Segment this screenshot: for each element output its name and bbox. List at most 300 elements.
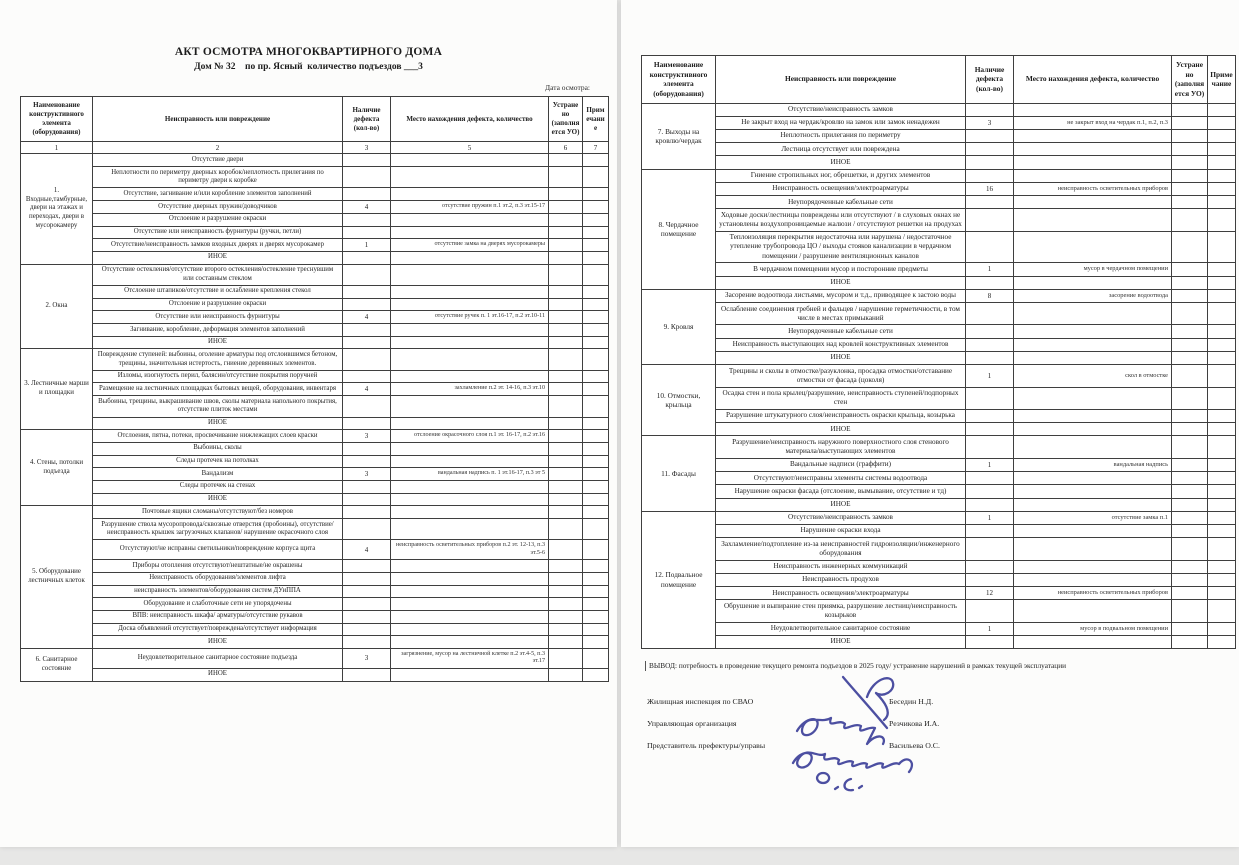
defect-count-cell bbox=[966, 560, 1014, 573]
note-cell bbox=[1208, 351, 1236, 364]
defect-cell: Неисправность продухов bbox=[716, 573, 966, 586]
fixed-cell bbox=[1172, 263, 1208, 276]
defect-location-cell: отсутствие замка п.1 bbox=[1014, 511, 1172, 524]
defect-cell: Отсутствие/неисправность замков bbox=[716, 103, 966, 116]
header-element: Наименование конструктивного элемента (оборудования) bbox=[642, 56, 716, 104]
note-cell bbox=[1208, 303, 1236, 325]
fixed-cell bbox=[1172, 524, 1208, 537]
fixed-cell bbox=[1172, 635, 1208, 648]
defect-cell: Отсутствие или неисправность фурнитуры (ручки, петли) bbox=[93, 226, 343, 239]
table-row bbox=[21, 417, 609, 430]
table-row bbox=[642, 587, 1236, 600]
fixed-cell bbox=[549, 585, 583, 598]
table-row bbox=[642, 472, 1236, 485]
table-row bbox=[642, 351, 1236, 364]
defect-location-cell bbox=[1014, 498, 1172, 511]
defect-count-cell bbox=[343, 349, 391, 370]
fixed-cell bbox=[1172, 276, 1208, 289]
defect-location-cell bbox=[1014, 169, 1172, 182]
table-row bbox=[642, 231, 1236, 263]
table-row bbox=[21, 455, 609, 468]
defect-location-cell bbox=[391, 264, 549, 285]
table-row bbox=[642, 116, 1236, 129]
note-cell bbox=[583, 396, 609, 417]
table-row bbox=[21, 324, 609, 337]
table-row bbox=[21, 188, 609, 201]
defect-location-cell bbox=[1014, 209, 1172, 231]
defect-cell: ИНОЕ bbox=[716, 423, 966, 436]
fixed-cell bbox=[549, 598, 583, 611]
defect-cell: ИНОЕ bbox=[93, 417, 343, 430]
section-name: 11. Фасады bbox=[642, 436, 716, 511]
defect-count-cell bbox=[343, 480, 391, 493]
header-location: Место нахождения дефекта, количество bbox=[1014, 56, 1172, 104]
col-number: 1 bbox=[21, 142, 93, 154]
defect-count-cell: 3 bbox=[343, 468, 391, 481]
table-row bbox=[642, 196, 1236, 209]
defect-location-cell: скол в отмостке bbox=[1014, 365, 1172, 387]
document-page-2 bbox=[621, 0, 1239, 847]
note-cell bbox=[583, 201, 609, 214]
defect-cell: ВПВ: неисправность шкафа/ арматуры/отсутствие рукавов bbox=[93, 610, 343, 623]
fixed-cell bbox=[1172, 338, 1208, 351]
table-row bbox=[21, 572, 609, 585]
fixed-cell bbox=[1172, 103, 1208, 116]
defect-cell: Ослабление соединения гребней и фальцев / нарушение герметичности, в том числе в местах примыканий bbox=[716, 303, 966, 325]
fixed-cell bbox=[549, 396, 583, 417]
fixed-cell bbox=[1172, 498, 1208, 511]
note-cell bbox=[1208, 129, 1236, 142]
table-row bbox=[21, 598, 609, 611]
note-cell bbox=[1208, 387, 1236, 409]
header-count: Наличие дефекта (кол-во) bbox=[966, 56, 1014, 104]
note-cell bbox=[583, 668, 609, 681]
defect-cell: Вандализм bbox=[93, 468, 343, 481]
fixed-cell bbox=[1172, 587, 1208, 600]
header-location: Место нахождения дефекта, количество bbox=[391, 97, 549, 142]
note-cell bbox=[583, 349, 609, 370]
table-row bbox=[642, 511, 1236, 524]
defect-cell: ИНОЕ bbox=[716, 498, 966, 511]
signature-label: Жилищная инспекция по СВАО bbox=[647, 696, 754, 706]
defect-count-cell bbox=[966, 485, 1014, 498]
defect-cell: Неисправность освещения/электроарматуры bbox=[716, 182, 966, 195]
defect-cell: Отсутствие/неисправность замков входных дверях и дверях мусорокамер bbox=[93, 239, 343, 252]
defect-location-cell bbox=[391, 188, 549, 201]
defect-count-cell bbox=[343, 442, 391, 455]
defect-cell: Отсутствие или неисправность фурнитуры bbox=[93, 311, 343, 324]
note-cell bbox=[583, 442, 609, 455]
defect-cell: Разрушение штукатурного слоя/неисправность окраски крыльца, козырька bbox=[716, 409, 966, 422]
fixed-cell bbox=[1172, 196, 1208, 209]
note-cell bbox=[583, 610, 609, 623]
table-row bbox=[642, 325, 1236, 338]
fixed-cell bbox=[549, 493, 583, 506]
table-row bbox=[642, 303, 1236, 325]
defect-count-cell bbox=[966, 156, 1014, 169]
fixed-cell bbox=[549, 560, 583, 573]
defect-location-cell bbox=[1014, 387, 1172, 409]
note-cell bbox=[1208, 472, 1236, 485]
defect-count-cell bbox=[343, 188, 391, 201]
document-subtitle: Дом № 32 по пр. Ясный количество подъездов ___3 bbox=[194, 62, 423, 72]
table-row bbox=[21, 239, 609, 252]
defect-location-cell bbox=[1014, 472, 1172, 485]
table-row bbox=[642, 276, 1236, 289]
defect-count-cell bbox=[343, 560, 391, 573]
table-row bbox=[21, 167, 609, 188]
fixed-cell bbox=[549, 370, 583, 383]
fixed-cell bbox=[1172, 231, 1208, 263]
section-name: 8. Чердачное помещение bbox=[642, 169, 716, 289]
defect-location-cell bbox=[391, 324, 549, 337]
defect-cell: Отсутствуют/не исправны светильники/повреждение корпуса щита bbox=[93, 540, 343, 560]
defect-cell: ИНОЕ bbox=[93, 493, 343, 506]
defect-cell: Разрушение/неисправность наружного поверхностного слоя стенового материала/выступающих элементов bbox=[716, 436, 966, 458]
defect-location-cell: захламление п.2 эт. 14-16, п.3 эт.10 bbox=[391, 383, 549, 396]
defect-cell: Трещины и сколы в отмостке/разуклонка, просадка отмостки/отставание отмостки от фасада (цоколя) bbox=[716, 365, 966, 387]
defect-cell: ИНОЕ bbox=[93, 636, 343, 649]
defect-count-cell bbox=[343, 455, 391, 468]
fixed-cell bbox=[549, 226, 583, 239]
defect-cell: Отсутствие, загнивание и/или коробление элементов заполнений bbox=[93, 188, 343, 201]
table-wrap-page1 bbox=[20, 83, 608, 682]
fixed-cell bbox=[549, 506, 583, 519]
defect-location-cell bbox=[391, 560, 549, 573]
defect-location-cell bbox=[391, 213, 549, 226]
defect-location-cell bbox=[391, 455, 549, 468]
defect-location-cell bbox=[391, 349, 549, 370]
defect-cell: Повреждение ступеней: выбоины, оголение арматуры под отслоившимся бетоном, трещины, значительная истертость, гниение деревянных элементов. bbox=[93, 349, 343, 370]
fixed-cell bbox=[1172, 511, 1208, 524]
table-row bbox=[642, 289, 1236, 302]
defect-location-cell: вандальная надпись bbox=[1014, 458, 1172, 471]
fixed-cell bbox=[549, 480, 583, 493]
fixed-cell bbox=[1172, 458, 1208, 471]
note-cell bbox=[583, 336, 609, 349]
defect-count-cell bbox=[343, 226, 391, 239]
note-cell bbox=[583, 383, 609, 396]
signature-row bbox=[647, 697, 1207, 706]
defect-count-cell bbox=[966, 409, 1014, 422]
note-cell bbox=[1208, 103, 1236, 116]
defect-count-cell: 1 bbox=[343, 239, 391, 252]
table-row bbox=[642, 263, 1236, 276]
fixed-cell bbox=[549, 455, 583, 468]
table-row bbox=[642, 156, 1236, 169]
defect-location-cell bbox=[391, 285, 549, 298]
note-cell bbox=[583, 154, 609, 167]
note-cell bbox=[1208, 511, 1236, 524]
defect-location-cell: неисправность осветительных приборов п.2 эт. 12-13, п.3 эт.5-6 bbox=[391, 540, 549, 560]
defect-location-cell bbox=[391, 610, 549, 623]
defect-cell: Отслоение штапиков/отсутствие и ослабление крепления стекол bbox=[93, 285, 343, 298]
defect-cell: Неисправность оборудования/элементов лифта bbox=[93, 572, 343, 585]
defect-cell: Отслоение и разрушение окраски bbox=[93, 298, 343, 311]
defect-cell: Не закрыт вход на чердак/кровлю на замок или замок ненадежен bbox=[716, 116, 966, 129]
table-row bbox=[21, 480, 609, 493]
defect-location-cell: отсутствие ручек п. 1 эт.16-17, п.2 эт.10-11 bbox=[391, 311, 549, 324]
note-cell bbox=[1208, 116, 1236, 129]
header-note: Примечание bbox=[583, 97, 609, 142]
header-fixed: Устранено (заполняется УО) bbox=[1172, 56, 1208, 104]
table-row bbox=[21, 442, 609, 455]
table-row bbox=[642, 423, 1236, 436]
defect-cell: Неисправность инженерных коммуникаций bbox=[716, 560, 966, 573]
defect-cell: ИНОЕ bbox=[716, 156, 966, 169]
table-row bbox=[21, 298, 609, 311]
fixed-cell bbox=[1172, 600, 1208, 622]
col-number: 3 bbox=[343, 142, 391, 154]
table-row bbox=[21, 668, 609, 681]
table-row bbox=[21, 610, 609, 623]
defect-count-cell bbox=[966, 325, 1014, 338]
defect-cell: Неупорядоченные кабельные сети bbox=[716, 325, 966, 338]
defect-location-cell bbox=[391, 506, 549, 519]
document-heading bbox=[0, 46, 617, 72]
fixed-cell bbox=[1172, 423, 1208, 436]
table-row bbox=[642, 436, 1236, 458]
defect-count-cell bbox=[966, 635, 1014, 648]
defect-count-cell bbox=[966, 423, 1014, 436]
defect-location-cell bbox=[391, 572, 549, 585]
defect-location-cell bbox=[1014, 538, 1172, 560]
defect-count-cell bbox=[966, 524, 1014, 537]
defect-cell: Отсутствие/неисправность замков bbox=[716, 511, 966, 524]
fixed-cell bbox=[1172, 387, 1208, 409]
fixed-cell bbox=[1172, 116, 1208, 129]
note-cell bbox=[583, 298, 609, 311]
signature-name: Резчикова И.А. bbox=[889, 718, 940, 728]
signature-name: Васильева О.С. bbox=[889, 740, 940, 750]
note-cell bbox=[583, 285, 609, 298]
defect-count-cell bbox=[343, 251, 391, 264]
fixed-cell bbox=[1172, 182, 1208, 195]
signature-row bbox=[647, 741, 1207, 750]
fixed-cell bbox=[549, 623, 583, 636]
note-cell bbox=[583, 251, 609, 264]
defect-cell: Ходовые доски/лестницы повреждены или отсутствуют / в слуховых окнах не установлены воздухопроницаемые жалюзи / отсутствуют решетки на продухах bbox=[716, 209, 966, 231]
signature-label: Представитель префектуры/управы bbox=[647, 740, 766, 750]
fixed-cell bbox=[549, 668, 583, 681]
note-cell bbox=[583, 311, 609, 324]
note-cell bbox=[583, 493, 609, 506]
defect-count-cell bbox=[966, 103, 1014, 116]
note-cell bbox=[1208, 276, 1236, 289]
defect-cell: Неисправность освещения/электроарматуры bbox=[716, 587, 966, 600]
defect-cell: Отсутствие двери bbox=[93, 154, 343, 167]
defect-location-cell: вандальная надпись п. 1 эт.16-17, п.3 эт 5 bbox=[391, 468, 549, 481]
defect-location-cell: неисправность осветительных приборов bbox=[1014, 182, 1172, 195]
defect-count-cell bbox=[966, 231, 1014, 263]
section-name: 2. Окна bbox=[21, 264, 93, 349]
defect-count-cell bbox=[966, 498, 1014, 511]
fixed-cell bbox=[549, 201, 583, 214]
table-row bbox=[642, 409, 1236, 422]
note-cell bbox=[583, 540, 609, 560]
signature-block bbox=[647, 697, 1207, 750]
defect-cell: Неплотность прилегания по периметру bbox=[716, 129, 966, 142]
defect-location-cell bbox=[1014, 524, 1172, 537]
defect-location-cell: засорение водоотвода bbox=[1014, 289, 1172, 302]
defect-count-cell bbox=[343, 417, 391, 430]
defect-count-cell bbox=[343, 572, 391, 585]
defect-location-cell bbox=[1014, 303, 1172, 325]
defect-location-cell bbox=[1014, 338, 1172, 351]
table-row bbox=[642, 560, 1236, 573]
table-row bbox=[21, 336, 609, 349]
table-row bbox=[642, 458, 1236, 471]
defect-cell: Засорение водоотвода листьями, мусором и т.д., приводящее к застою воды bbox=[716, 289, 966, 302]
col-number: 6 bbox=[549, 142, 583, 154]
note-cell bbox=[1208, 573, 1236, 586]
defect-count-cell: 4 bbox=[343, 383, 391, 396]
defect-count-cell bbox=[343, 324, 391, 337]
table-row bbox=[642, 182, 1236, 195]
note-cell bbox=[1208, 143, 1236, 156]
defect-cell: ИНОЕ bbox=[93, 668, 343, 681]
table-row bbox=[642, 622, 1236, 635]
note-cell bbox=[1208, 622, 1236, 635]
table-header-row bbox=[642, 56, 1236, 104]
fixed-cell bbox=[549, 251, 583, 264]
defect-count-cell bbox=[343, 506, 391, 519]
note-cell bbox=[1208, 423, 1236, 436]
fixed-cell bbox=[1172, 472, 1208, 485]
fixed-cell bbox=[1172, 351, 1208, 364]
defect-count-cell bbox=[966, 129, 1014, 142]
defect-cell: Неплотности по периметру дверных коробок/неплотность прилегания по периметру двери к коробке bbox=[93, 167, 343, 188]
header-defect: Неисправность или повреждение bbox=[93, 97, 343, 142]
defect-count-cell: 3 bbox=[343, 430, 391, 443]
section-name: 10. Отмостки, крыльца bbox=[642, 365, 716, 436]
defect-count-cell bbox=[966, 338, 1014, 351]
fixed-cell bbox=[549, 519, 583, 540]
defect-count-cell bbox=[966, 387, 1014, 409]
fixed-cell bbox=[549, 188, 583, 201]
note-cell bbox=[1208, 325, 1236, 338]
section-name: 12. Подвальное помещение bbox=[642, 511, 716, 648]
fixed-cell bbox=[549, 336, 583, 349]
header-fixed: Устранено (заполняется УО) bbox=[549, 97, 583, 142]
fixed-cell bbox=[1172, 325, 1208, 338]
defect-count-cell bbox=[966, 196, 1014, 209]
fixed-cell bbox=[1172, 169, 1208, 182]
defect-count-cell bbox=[966, 209, 1014, 231]
defect-location-cell bbox=[391, 493, 549, 506]
table-row bbox=[21, 649, 609, 669]
fixed-cell bbox=[549, 383, 583, 396]
defect-count-cell bbox=[343, 585, 391, 598]
table-wrap-page2 bbox=[641, 55, 1233, 649]
defect-count-cell bbox=[966, 573, 1014, 586]
defect-cell: Разрушение ствола мусоропровода/сквозные отверстия (пробоины), отсутствие/неисправность крышек загрузочных клапанов/ нарушение окрасочного слоя bbox=[93, 519, 343, 540]
header-defect: Неисправность или повреждение bbox=[716, 56, 966, 104]
defect-location-cell bbox=[1014, 129, 1172, 142]
fixed-cell bbox=[549, 311, 583, 324]
table-row bbox=[642, 600, 1236, 622]
defect-cell: ИНОЕ bbox=[716, 276, 966, 289]
defect-cell: Гниение стропильных ног, обрешетки, и других элементов bbox=[716, 169, 966, 182]
defect-count-cell bbox=[343, 213, 391, 226]
table-row bbox=[21, 493, 609, 506]
fixed-cell bbox=[1172, 143, 1208, 156]
defect-location-cell bbox=[391, 336, 549, 349]
note-cell bbox=[583, 468, 609, 481]
fixed-cell bbox=[1172, 129, 1208, 142]
fixed-cell bbox=[1172, 573, 1208, 586]
fixed-cell bbox=[549, 154, 583, 167]
fixed-cell bbox=[1172, 303, 1208, 325]
table-row bbox=[21, 636, 609, 649]
table-row bbox=[21, 349, 609, 370]
signature-label: Управляющая организация bbox=[647, 718, 737, 728]
defect-count-cell bbox=[966, 303, 1014, 325]
defect-count-cell: 4 bbox=[343, 311, 391, 324]
fixed-cell bbox=[549, 572, 583, 585]
defect-cell: Оборудование и слаботочные сети не упорядочены bbox=[93, 598, 343, 611]
defect-cell: Лестница отсутствует или повреждена bbox=[716, 143, 966, 156]
defect-location-cell bbox=[391, 226, 549, 239]
defect-count-cell bbox=[966, 351, 1014, 364]
defect-location-cell bbox=[1014, 196, 1172, 209]
defect-location-cell: мусор в подвальном помещении bbox=[1014, 622, 1172, 635]
table-row bbox=[642, 573, 1236, 586]
defect-location-cell bbox=[1014, 423, 1172, 436]
note-cell bbox=[1208, 209, 1236, 231]
fixed-cell bbox=[549, 442, 583, 455]
defect-cell: Загнивание, коробление, деформация элементов заполнений bbox=[93, 324, 343, 337]
table-row bbox=[642, 365, 1236, 387]
note-cell bbox=[1208, 231, 1236, 263]
defect-location-cell bbox=[391, 396, 549, 417]
table-row bbox=[21, 285, 609, 298]
inspection-date-label: Дата осмотра: bbox=[544, 83, 590, 92]
table-row bbox=[21, 383, 609, 396]
table-row bbox=[642, 103, 1236, 116]
table-row bbox=[21, 213, 609, 226]
section-name: 3. Лестничные марши и площадки bbox=[21, 349, 93, 430]
defect-cell: Почтовые ящики сломаны/отсутствуют/без номеров bbox=[93, 506, 343, 519]
defect-cell: Неупорядоченные кабельные сети bbox=[716, 196, 966, 209]
inspection-table-page1 bbox=[20, 96, 609, 682]
defect-count-cell bbox=[966, 436, 1014, 458]
defect-location-cell bbox=[1014, 325, 1172, 338]
header-count: Наличие дефекта (кол-во) bbox=[343, 97, 391, 142]
defect-location-cell bbox=[1014, 156, 1172, 169]
fixed-cell bbox=[1172, 156, 1208, 169]
header-note: Примечание bbox=[1208, 56, 1236, 104]
defect-count-cell bbox=[343, 623, 391, 636]
table-row bbox=[642, 338, 1236, 351]
table-row bbox=[642, 387, 1236, 409]
section-name: 1. Входные,тамбурные, двери на этажах и переходах, двери в мусорокамеру bbox=[21, 154, 93, 264]
table-row bbox=[642, 209, 1236, 231]
fixed-cell bbox=[549, 540, 583, 560]
col-number: 7 bbox=[583, 142, 609, 154]
note-cell bbox=[1208, 338, 1236, 351]
defect-cell: Отсутствуют/неисправны элементы системы водоотвода bbox=[716, 472, 966, 485]
note-cell bbox=[583, 585, 609, 598]
defect-location-cell bbox=[391, 442, 549, 455]
note-cell bbox=[1208, 560, 1236, 573]
defect-location-cell bbox=[391, 519, 549, 540]
defect-count-cell: 12 bbox=[966, 587, 1014, 600]
note-cell bbox=[583, 598, 609, 611]
defect-cell: Неудовлетворительное санитарное состояние bbox=[716, 622, 966, 635]
defect-location-cell: отслоение окрасочного слоя п.1 эт. 16-17, п.2 эт.16 bbox=[391, 430, 549, 443]
defect-cell: В чердачном помещении мусор и посторонние предметы bbox=[716, 263, 966, 276]
